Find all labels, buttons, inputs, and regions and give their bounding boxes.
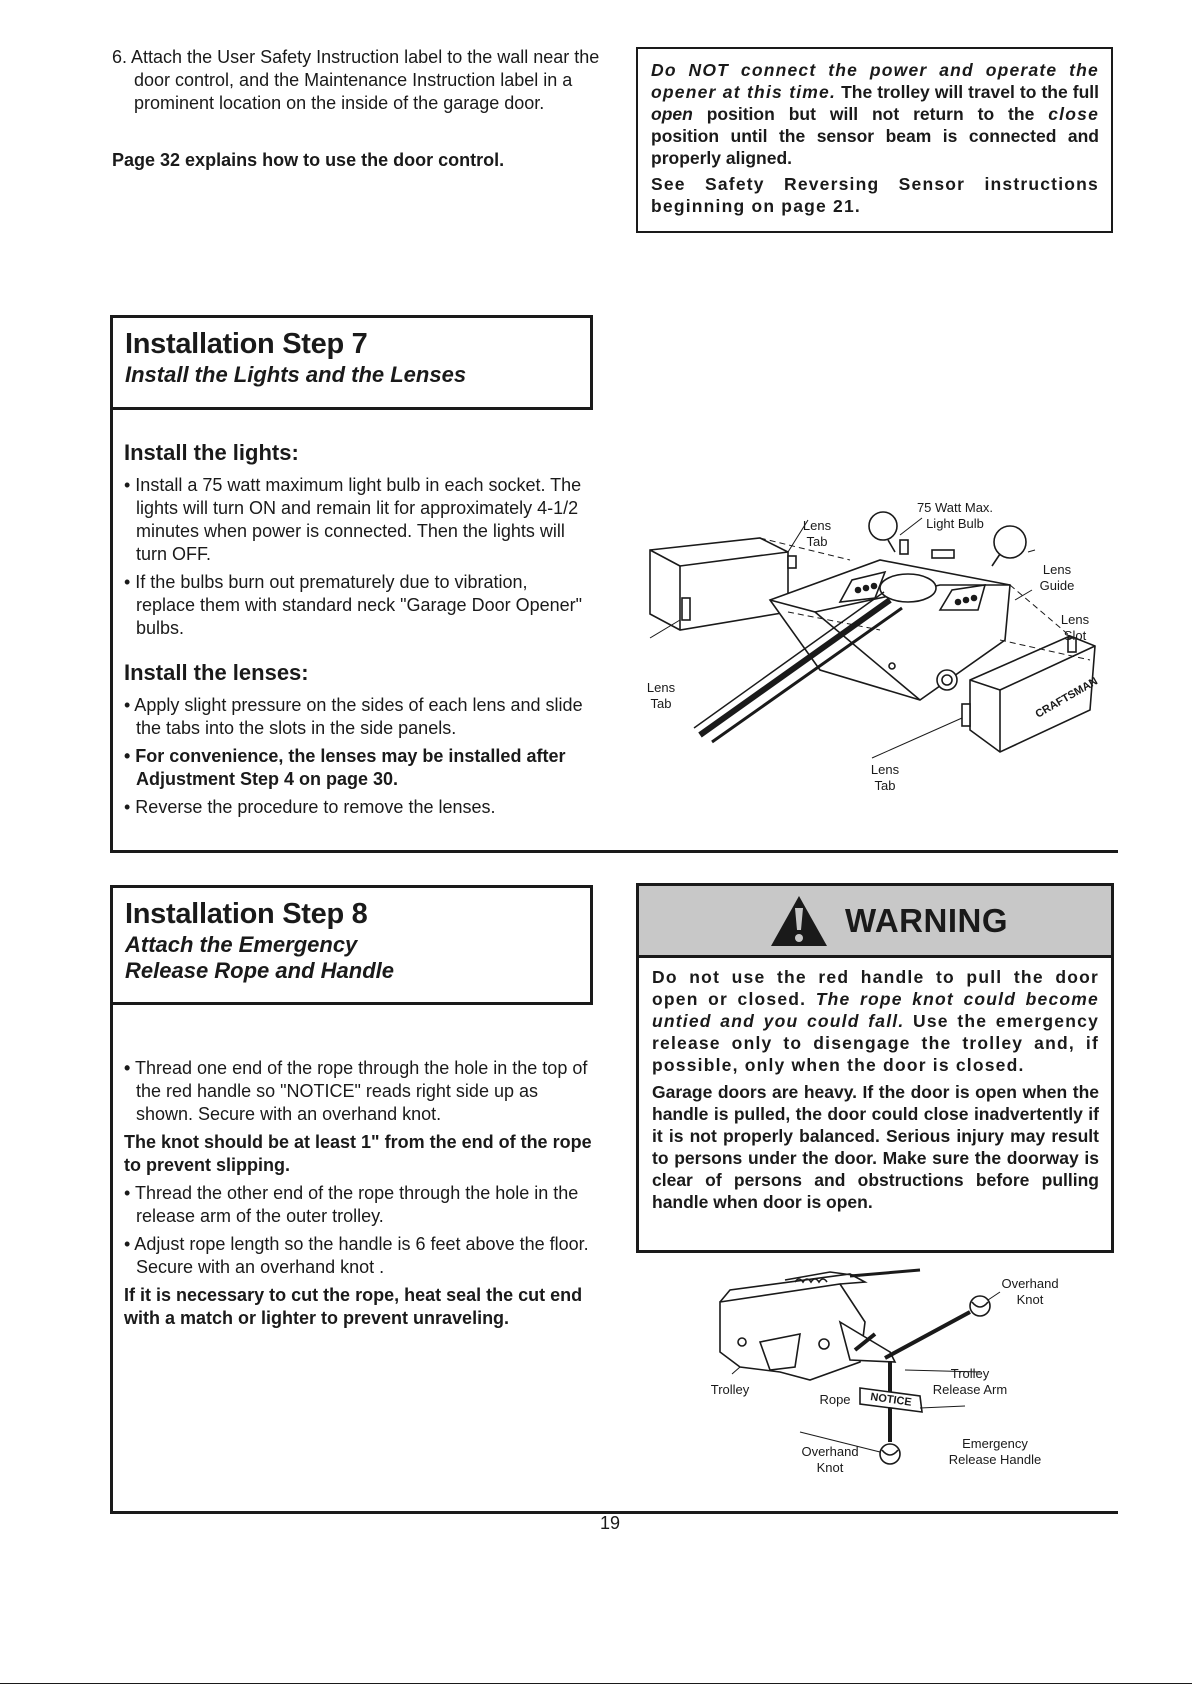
door-control-reference: Page 32 explains how to use the door control. — [112, 150, 505, 170]
caution-paragraph-1 — [651, 59, 1099, 169]
step8-bullet-2: • Thread the other end of the rope through the hole in the release arm of the outer trolley. — [124, 1183, 579, 1226]
step8-bullet-1 — [124, 1057, 594, 1126]
label-lens-tab-bottom: Lens Tab — [870, 762, 900, 793]
step8-panel-border — [110, 1003, 113, 1514]
caution-close: close — [1048, 104, 1099, 124]
step7-title: Installation Step 7 — [125, 328, 368, 360]
step7-subtitle: Install the Lights and the Lenses — [125, 362, 467, 387]
step8-content — [124, 1057, 594, 1330]
warning-text: Do not use the red handle to pull the door open or closed. — [652, 967, 1099, 1009]
warning-box — [636, 883, 1114, 1253]
caution-open: open — [651, 104, 693, 124]
opener-lens-illustration — [640, 490, 1100, 800]
knot-note: The knot should be at least 1" from the end of the rope to prevent slipping. — [124, 1132, 592, 1175]
label-rope: Rope — [819, 1392, 851, 1407]
item-number: 6. — [112, 47, 128, 67]
cut-note: If it is necessary to cut the rope, heat seal the cut end with a match or lighter to prevent unraveling. — [124, 1285, 583, 1328]
label-overhand-knot-bottom: Overhand Knot — [801, 1444, 859, 1475]
label-lens-guide: Lens Guide — [1039, 562, 1075, 593]
caution-text: position but will not return to the — [692, 104, 1049, 124]
lens-brand-text: CRAFTSMAN — [1033, 675, 1100, 721]
label-lens-slot: Lens Slot — [1060, 612, 1090, 643]
label-lens-tab-top: Lens Tab — [802, 518, 832, 549]
opener-diagram — [640, 490, 1100, 800]
caution-text: position until the sensor beam is connected and properly aligned. — [651, 126, 1099, 168]
step8-header — [110, 885, 593, 1005]
label-trolley: Trolley — [710, 1382, 750, 1397]
label-trolley-release-arm: Trolley Release Arm — [932, 1366, 1008, 1397]
label-emergency-release-handle: Emergency Release Handle — [948, 1436, 1042, 1467]
step7-content — [124, 440, 589, 819]
label-light-bulb: 75 Watt Max. Light Bulb — [916, 500, 994, 531]
step8-title: Installation Step 8 — [125, 898, 368, 930]
bullet-text: Thread one end of the rope through the hole in the top of the red handle so "NOTICE" reads right side up as shown. Secure with an overhand knot. — [135, 1058, 588, 1124]
caution-paragraph-2: See Safety Reversing Sensor instructions beginning on page 21. — [651, 174, 1099, 216]
warning-triangle-icon — [769, 894, 829, 948]
item-text: Attach the User Safety Instruction label to the wall near the door control, and the Maintenance Instruction label in a prominent location on the inside of the garage door. — [131, 47, 600, 113]
page-number: 19 — [599, 1513, 621, 1533]
step8-bullet-3: • Adjust rope length so the handle is 6 feet above the floor. Secure with an overhand knot . — [124, 1234, 589, 1277]
caution-text: The trolley will travel to the full — [836, 82, 1099, 102]
step7-panel-border — [110, 408, 113, 853]
lights-heading: Install the lights: — [124, 440, 299, 465]
handle-notice-text: NOTICE — [869, 1391, 913, 1409]
bottom-rule — [0, 1683, 1192, 1684]
warning-paragraph-2: Garage doors are heavy. If the door is open when the handle is pulled, the door could close inadvertently if it is not properly balanced. Serious injury may result to persons under the door. Make sure the doorway is clear of persons and obstructions before pulling handle when door is open. — [652, 1082, 1099, 1212]
instruction-item-6 — [112, 46, 614, 115]
caution-italic: Do NOT connect the power and operate the opener at this time. — [651, 60, 1099, 102]
warning-text: Use the emergency release only to disengage the trolley and, if possible, only when the door is closed. — [652, 1011, 1099, 1075]
bullet-mark: • — [124, 1058, 131, 1078]
warning-title: WARNING — [845, 902, 1008, 939]
caution-box — [636, 47, 1113, 233]
warning-header — [639, 886, 1111, 958]
warning-paragraph-1 — [652, 966, 1099, 1076]
rope-illustration — [700, 1262, 1100, 1492]
step7-panel-border-bottom — [110, 850, 1118, 853]
step8-subtitle-1: Attach the Emergency — [125, 932, 358, 957]
lights-bullet-1: • Install a 75 watt maximum light bulb in each socket. The lights will turn ON and remain lit for approximately 4-1/2 minutes when power is connected. Then the lights will turn OFF. — [124, 475, 582, 564]
lenses-bullet-3: • Reverse the procedure to remove the lenses. — [124, 797, 496, 817]
label-lens-tab-left: Lens Tab — [646, 680, 676, 711]
lenses-bullet-1: • Apply slight pressure on the sides of each lens and slide the tabs into the slots in the side panels. — [124, 695, 583, 738]
lenses-bullet-2: • For convenience, the lenses may be installed after Adjustment Step 4 on page 30. — [124, 746, 566, 789]
step7-header — [110, 315, 593, 410]
step8-subtitle-2: Release Rope and Handle — [125, 958, 394, 983]
label-overhand-knot-top: Overhand Knot — [1001, 1276, 1059, 1307]
warning-italic: The rope knot could become untied and you could fall. — [652, 989, 1099, 1031]
lenses-heading: Install the lenses: — [124, 660, 309, 685]
lights-bullet-2: • If the bulbs burn out prematurely due to vibration, replace them with standard neck "Garage Door Opener" bulbs. — [124, 572, 583, 638]
